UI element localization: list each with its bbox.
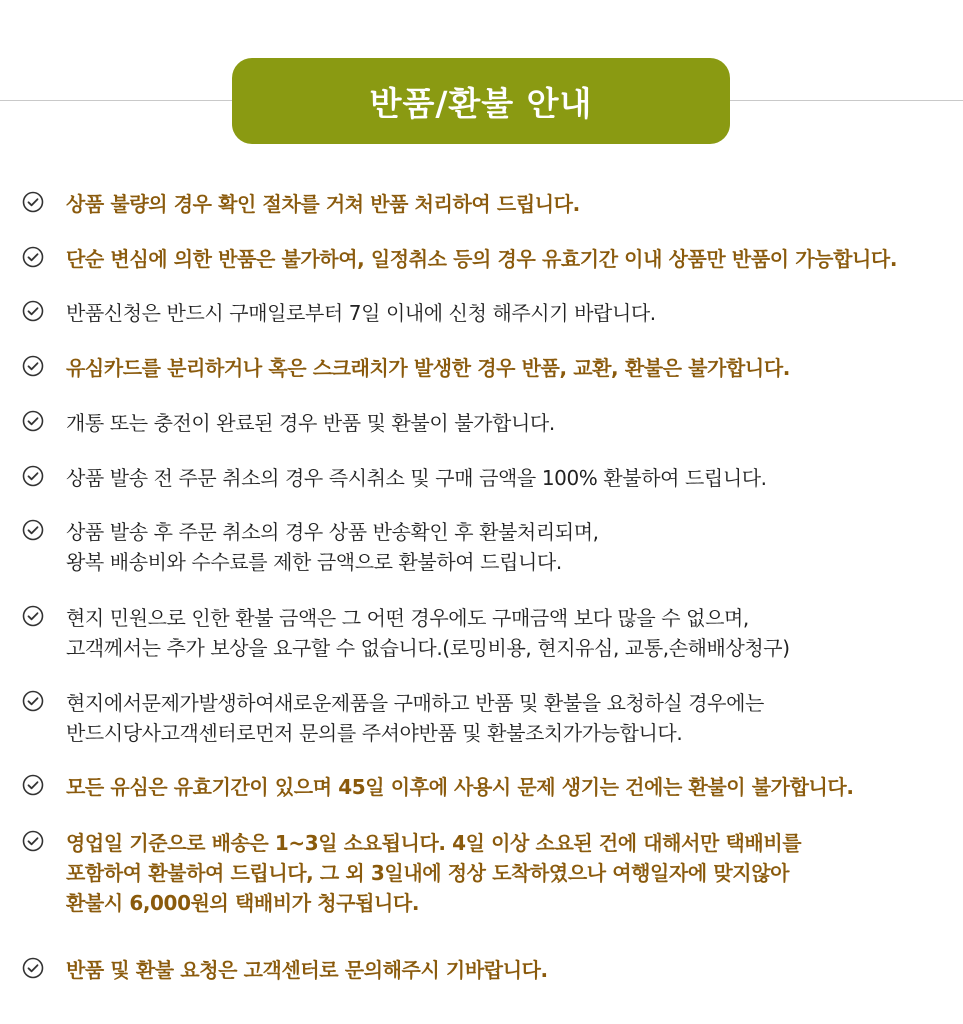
- notice-text: 유심카드를 분리하거나 혹은 스크래치가 발생한 경우 반품, 교환, 환불은 불가합니다.: [66, 356, 790, 380]
- notice-text: 상품 발송 후 주문 취소의 경우 상품 반송확인 후 환불처리되며, 왕복 배송비와 수수료를 제한 금액으로 환불하여 드립니다.: [66, 520, 599, 574]
- notice-item-defective: [22, 189, 580, 219]
- notice-item-local-problem: [22, 688, 764, 748]
- notice-text: 모든 유심은 유효기간이 있으며 45일 이후에 사용시 문제 생기는 건에는 환불이 불가합니다.: [66, 775, 854, 799]
- notice-text: 현지 민원으로 인한 환불 금액은 그 어떤 경우에도 구매금액 보다 많을 수 없으며, 고객께서는 추가 보상을 요구할 수 없습니다.(로밍비용, 현지유심, 교통,손해배상청구): [66, 606, 790, 660]
- notice-header: [0, 58, 963, 144]
- check-circle-icon: [22, 774, 44, 796]
- notice-text: 반품신청은 반드시 구매일로부터 7일 이내에 신청 해주시기 바랍니다.: [66, 301, 656, 325]
- notice-text: 상품 발송 전 주문 취소의 경우 즉시취소 및 구매 금액을 100% 환불하여 드립니다.: [66, 466, 767, 490]
- notice-text: 상품 불량의 경우 확인 절차를 거쳐 반품 처리하여 드립니다.: [66, 192, 580, 216]
- notice-text: 개통 또는 충전이 완료된 경우 반품 및 환불이 불가합니다.: [66, 411, 555, 435]
- check-circle-icon: [22, 957, 44, 979]
- notice-item-cancel-after-shipping: [22, 517, 599, 577]
- check-circle-icon: [22, 605, 44, 627]
- header-title: 반품/환불 안내: [232, 58, 730, 144]
- notice-item-activated: [22, 408, 555, 438]
- check-circle-icon: [22, 355, 44, 377]
- check-circle-icon: [22, 830, 44, 852]
- check-circle-icon: [22, 519, 44, 541]
- notice-item-sim-card-damage: [22, 353, 790, 383]
- notice-text: 단순 변심에 의한 반품은 불가하여, 일정취소 등의 경우 유효기간 이내 상품만 반품이 가능합니다.: [66, 247, 898, 271]
- notice-item-request-deadline: [22, 298, 656, 328]
- notice-item-sim-validity: [22, 772, 854, 802]
- check-circle-icon: [22, 300, 44, 322]
- notice-text: 반품 및 환불 요청은 고객센터로 문의해주시 기바랍니다.: [66, 958, 548, 982]
- notice-item-local-complaint: [22, 603, 790, 663]
- notice-text: 영업일 기준으로 배송은 1~3일 소요됩니다. 4일 이상 소요된 건에 대해서만 택배비를 포함하여 환불하여 드립니다, 그 외 3일내에 정상 도착하였으나 여행일자에 맞지않아 환불시 6,000원의 택배비가 청구됩니다.: [66, 831, 802, 915]
- notice-item-customer-center: [22, 955, 548, 985]
- check-circle-icon: [22, 465, 44, 487]
- notice-item-delivery-time: [22, 828, 801, 918]
- check-circle-icon: [22, 690, 44, 712]
- check-circle-icon: [22, 191, 44, 213]
- notice-text: 현지에서문제가발생하여새로운제품을 구매하고 반품 및 환불을 요청하실 경우에는 반드시당사고객센터로먼저 문의를 주셔야반품 및 환불조치가가능합니다.: [66, 691, 764, 745]
- check-circle-icon: [22, 246, 44, 268]
- check-circle-icon: [22, 410, 44, 432]
- notice-item-change-of-mind: [22, 244, 897, 274]
- notice-item-cancel-before-shipping: [22, 463, 767, 493]
